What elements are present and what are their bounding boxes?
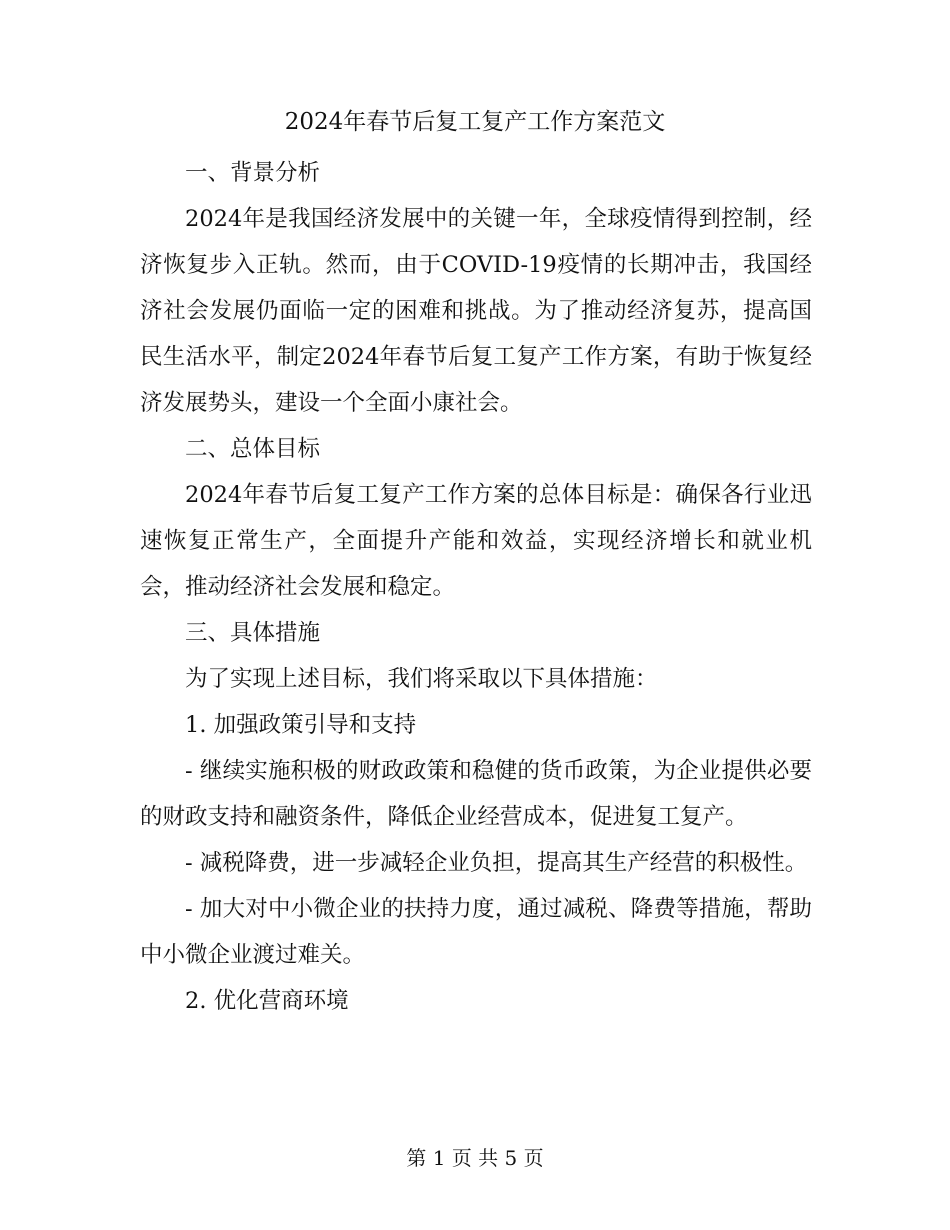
document-body (140, 150, 812, 1024)
document-title: 2024年春节后复工复产工作方案范文 (284, 109, 666, 135)
list-item-business-environment: 2. 优化营商环境 (185, 988, 349, 1014)
bullet-tax-reduction: - 减税降费，进一步减轻企业负担，提高其生产经营的积极性。 (185, 850, 808, 876)
section-heading-goals: 二、总体目标 (185, 436, 321, 462)
paragraph-goals: 2024年春节后复工复产工作方案的总体目标是：确保各行业迅速恢复正常生产，全面提升产能和效益，实现经济增长和就业机会，推动经济社会发展和稳定。 (140, 482, 812, 600)
section-heading-background: 一、背景分析 (185, 160, 321, 186)
page-footer: 第 1 页 共 5 页 (406, 1146, 544, 1170)
bullet-sme-support: - 加大对中小微企业的扶持力度，通过减税、降费等措施，帮助中小微企业渡过难关。 (140, 896, 812, 968)
paragraph-background: 2024年是我国经济发展中的关键一年，全球疫情得到控制，经济恢复步入正轨。然而，由于COVID-19疫情的长期冲击，我国经济社会发展仍面临一定的困难和挑战。为了推动经济复苏，提高国民生活水平，制定2024年春节后复工复产工作方案，有助于恢复经济发展势头，建设一个全面小康社会。 (140, 206, 812, 416)
paragraph-measures-intro: 为了实现上述目标，我们将采取以下具体措施： (185, 666, 658, 692)
section-heading-measures: 三、具体措施 (185, 620, 321, 646)
bullet-fiscal-policy: - 继续实施积极的财政政策和稳健的货币政策，为企业提供必要的财政支持和融资条件，降低企业经营成本，促进复工复产。 (140, 758, 812, 830)
list-item-policy: 1. 加强政策引导和支持 (185, 712, 417, 738)
